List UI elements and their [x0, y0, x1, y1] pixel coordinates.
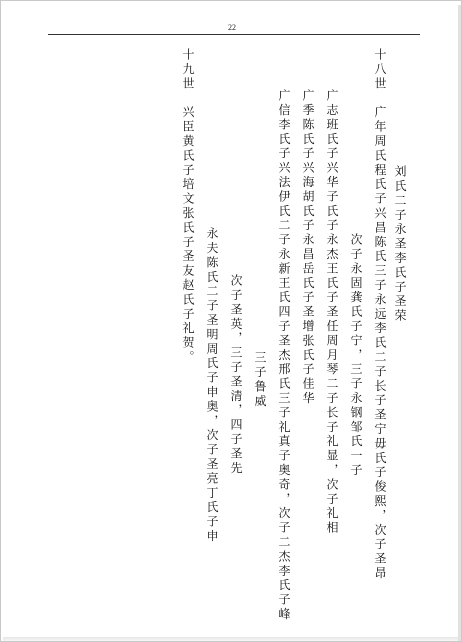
text-column-4: 广志班氏子兴华子氏子永杰王氏子圣任周月琴二子长子礼显，次子礼相 — [325, 89, 339, 536]
text-column-1: 刘氏二子永圣李氏子圣荣 — [393, 165, 407, 324]
text-column-10: 十九世 兴臣黄氏子培文张氏子圣友赵氏子礼贺。 — [181, 48, 195, 365]
text-column-3: 次子永固龚氏子宁，三子永钢邹氏一子 — [349, 233, 363, 478]
text-column-5: 广季陈氏子兴海胡氏子永昌岳氏子圣增张氏子佳华 — [301, 89, 315, 406]
text-column-8: 次子圣英，三子圣清，四子圣先 — [229, 274, 243, 476]
text-column-7: 三子鲁威 — [253, 351, 267, 409]
header-rule — [48, 34, 420, 35]
text-column-6: 广信李氏子兴法伊氏二子永新王氏四子圣杰邢氏三子礼真子奥奇，次子二杰李氏子峰 — [277, 89, 291, 622]
page-number: 22 — [228, 23, 236, 32]
text-column-9: 永夫陈氏二子圣明周氏子申奥，次子圣亮丁氏子申 — [205, 227, 219, 544]
page-shadow-bottom — [3, 637, 461, 641]
page-shadow-right — [458, 5, 461, 641]
text-column-2: 十八世 广年周氏程氏子兴昌陈氏三子永远李氏二子长子圣宁毋氏子俊熙，次子圣昂 — [373, 48, 387, 581]
